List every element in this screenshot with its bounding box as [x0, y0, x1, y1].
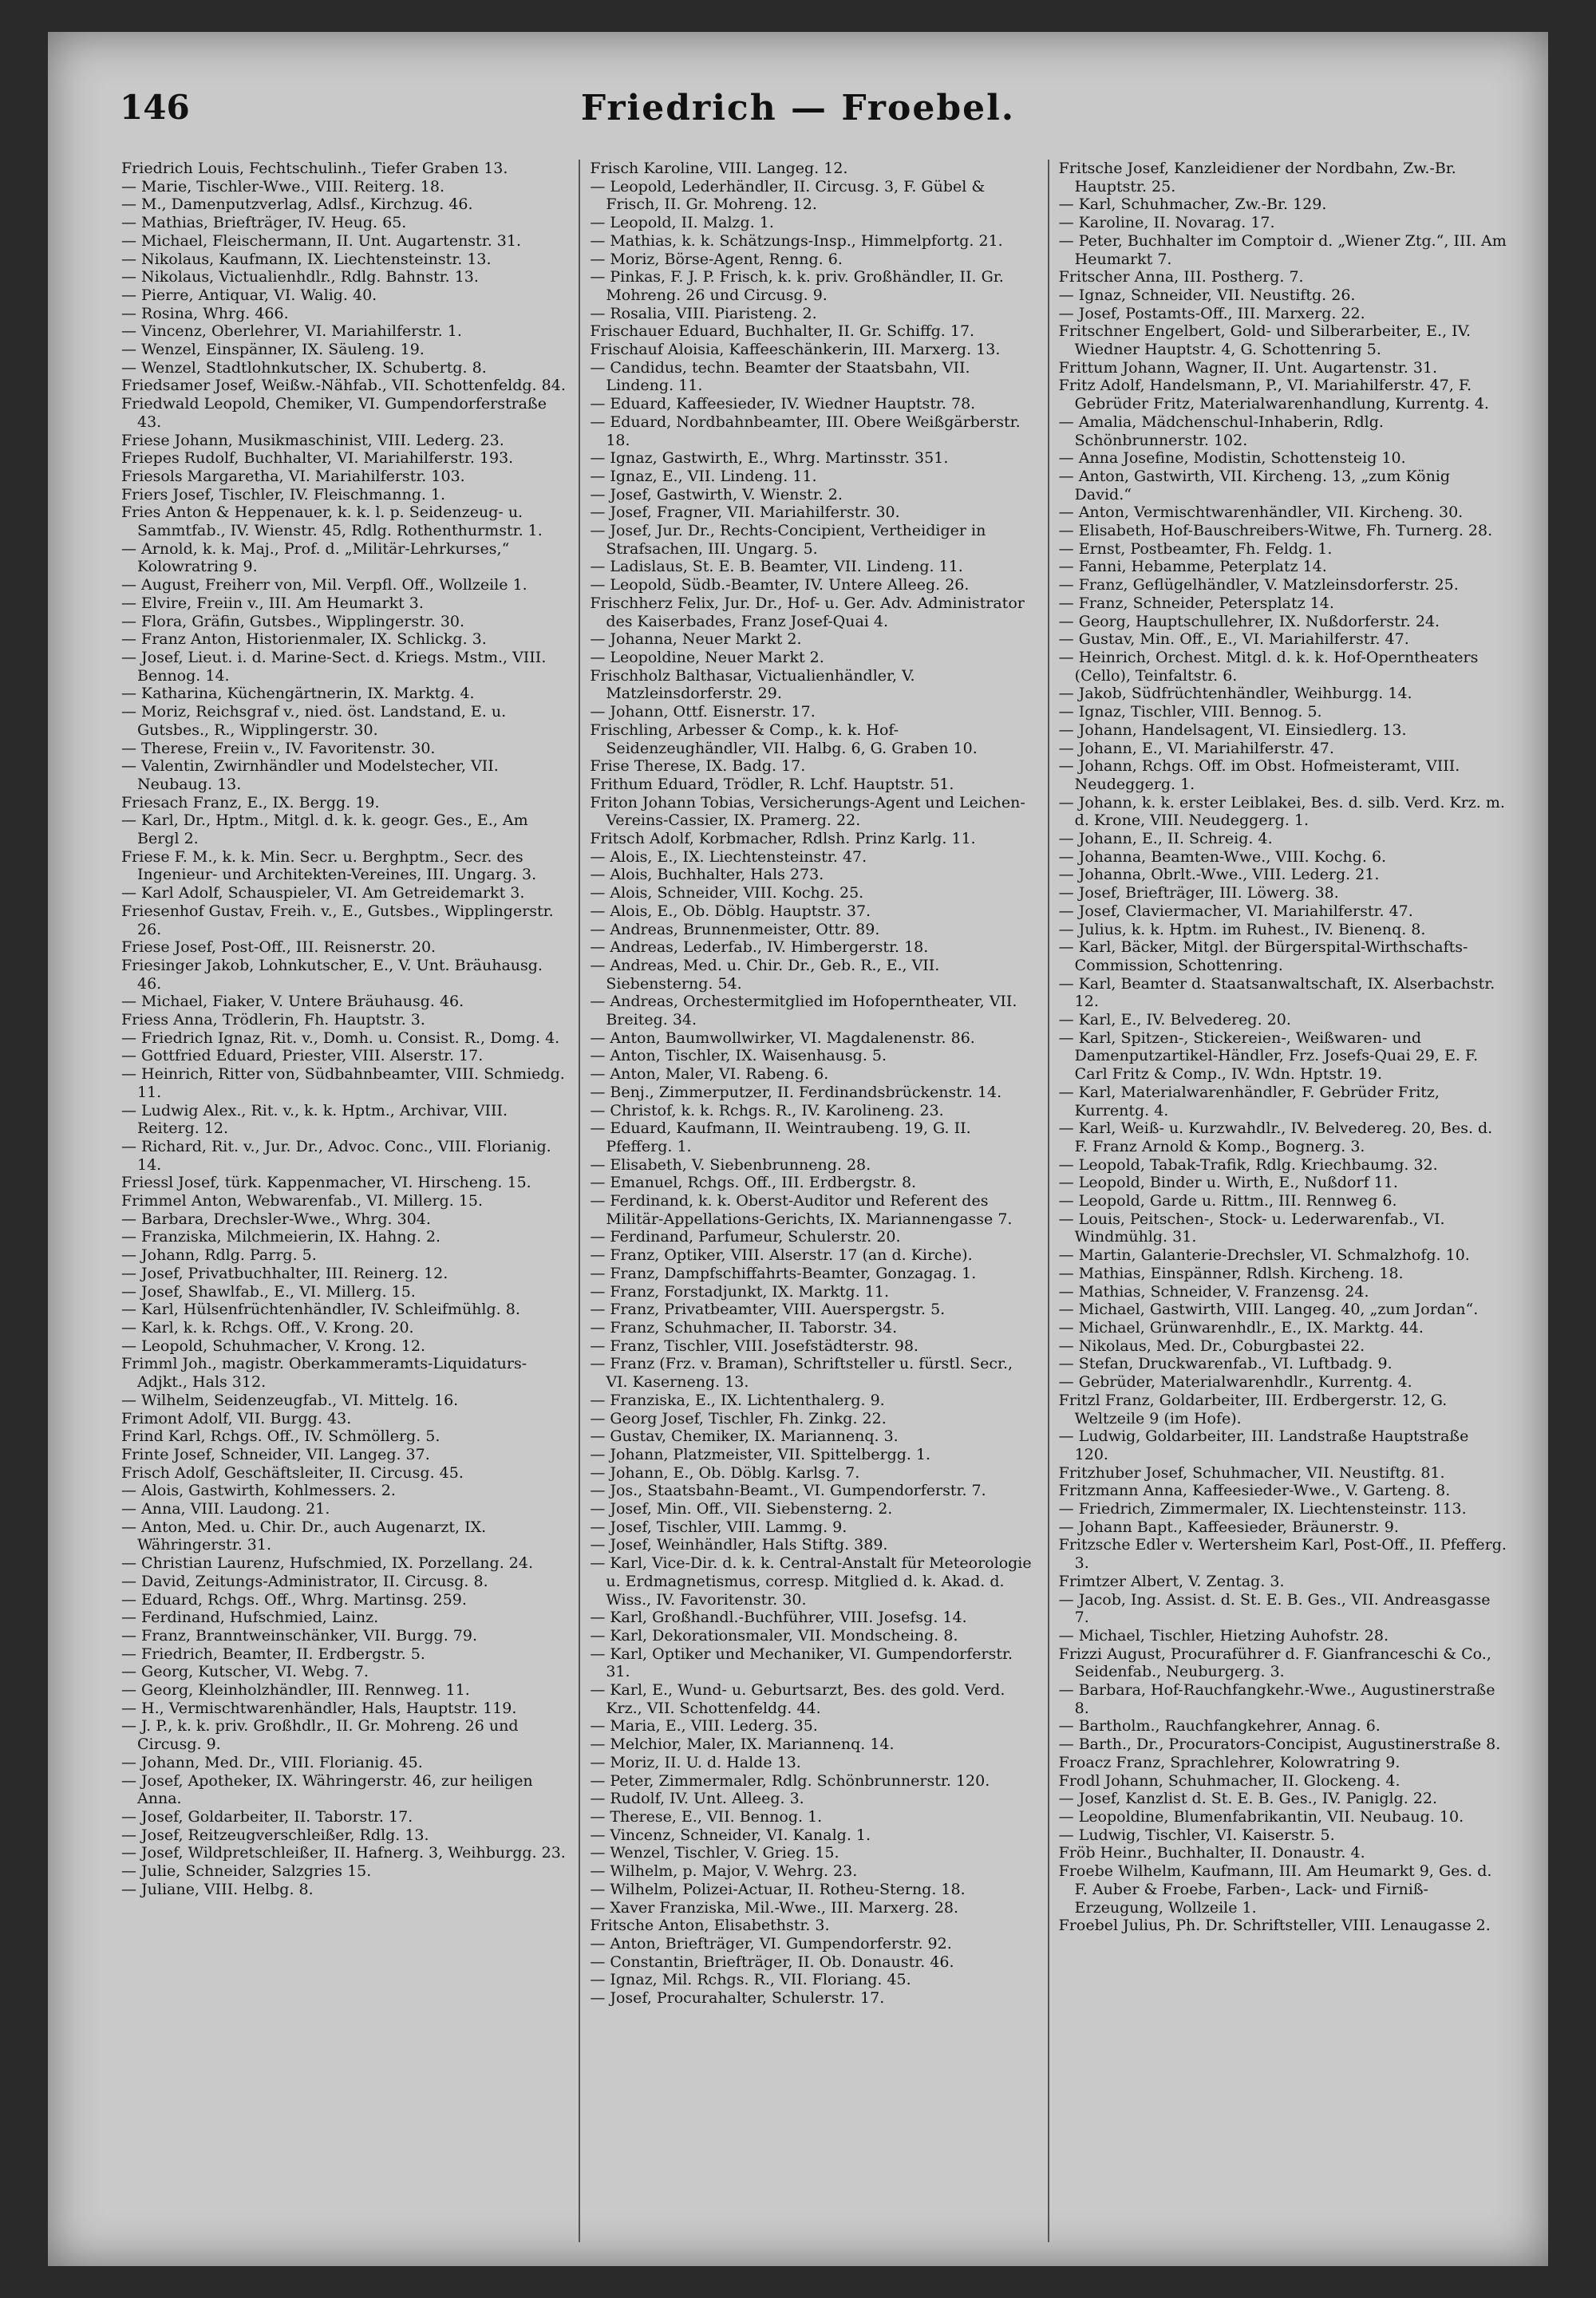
directory-entry: — Vincenz, Oberlehrer, VI. Mariahilferstr. 1. — [121, 322, 462, 341]
directory-entry: — Johann, Handelsagent, VI. Einsiedlerg. 13. — [1058, 721, 1407, 739]
directory-entry: — Josef, Weinhändler, Hals Stiftg. 389. — [590, 1536, 888, 1554]
directory-entry: — Josef, Kanzlist d. St. E. B. Ges., IV. Paniglg. 22. — [1058, 1790, 1438, 1808]
directory-entry: — Moriz, Reichsgraf v., nied. öst. Landstand, E. u. Gutsbes., R., Wipplingerstr. 30. — [121, 703, 507, 739]
directory-entry: — Juliane, VIII. Helbg. 8. — [121, 1880, 314, 1898]
directory-entry: — Leopoldine, Neuer Markt 2. — [590, 648, 824, 666]
directory-entry: — Candidus, techn. Beamter der Staatsbahn, VII. Lindeng. 11. — [590, 358, 970, 395]
directory-entry: — Wenzel, Stadtlohnkutscher, IX. Schubertg. 8. — [121, 358, 487, 377]
directory-entry: Frischling, Arbesser & Comp., k. k. Hof-Seidenzeughändler, VII. Halbg. 6, G. Graben 10. — [590, 721, 978, 757]
directory-entry: — Josef, Gastwirth, V. Wienstr. 2. — [590, 485, 843, 503]
directory-entry: — Franz, Forstadjunkt, IX. Marktg. 11. — [590, 1282, 890, 1301]
directory-entry: — Alois, Gastwirth, Kohlmessers. 2. — [121, 1482, 396, 1500]
directory-entry: — Anton, Vermischtwarenhändler, VII. Kircheng. 30. — [1058, 503, 1464, 522]
directory-entry: — Moriz, Börse-Agent, Renng. 6. — [590, 250, 843, 268]
directory-entry: Frisch Karoline, VIII. Langeg. 12. — [590, 160, 848, 177]
directory-entry: Fritsche Anton, Elisabethstr. 3. — [590, 1917, 830, 1935]
directory-entry: — Anton, Med. u. Chir. Dr., auch Augenarzt, IX. Währingerstr. 31. — [121, 1518, 487, 1554]
directory-entry: — Johann, E., VI. Mariahilferstr. 47. — [1058, 739, 1334, 757]
directory-entry: — Leopold, II. Malzg. 1. — [590, 214, 774, 232]
directory-entry: — Josef, Procurahalter, Schulerstr. 17. — [590, 1989, 885, 2008]
directory-entry: — Georg, Hauptschullehrer, IX. Nußdorferstr. 24. — [1058, 612, 1440, 630]
directory-entry: — Anna Josefine, Modistin, Schottensteig 10. — [1058, 449, 1406, 468]
directory-entry: — Pinkas, F. J. P. Frisch, k. k. priv. Großhändler, II. Gr. Mohreng. 26 und Circusg. 9. — [590, 268, 1004, 304]
directory-entry: Frizzi August, Procuraführer d. F. Gianfranceschi & Co., Seidenfab., Neuburgerg. 3. — [1058, 1645, 1491, 1681]
directory-entry: — Michael, Fiaker, V. Untere Bräuhausg. 46. — [121, 993, 464, 1011]
directory-entry: — Johann, Rchgs. Off. im Obst. Hofmeisteramt, VIII. Neudeggerg. 1. — [1058, 757, 1460, 793]
directory-entry: — Gottfried Eduard, Priester, VIII. Alserstr. 17. — [121, 1047, 484, 1065]
directory-entry: — Arnold, k. k. Maj., Prof. d. „Militär-Lehrkurses,“ Kolowratring 9. — [121, 539, 510, 576]
directory-entry: — Nikolaus, Victualienhdlr., Rdlg. Bahnstr. 13. — [121, 268, 479, 286]
directory-columns — [112, 160, 1516, 2242]
directory-entry: — Karl, E., IV. Belvedereg. 20. — [1058, 1011, 1291, 1029]
directory-entry: — Franz Anton, Historienmaler, IX. Schlickg. 3. — [121, 630, 487, 649]
directory-entry: — Stefan, Druckwarenfab., VI. Luftbadg. 9. — [1058, 1355, 1393, 1373]
directory-entry: — Bartholm., Rauchfangkehrer, Annag. 6. — [1058, 1717, 1381, 1735]
directory-entry: — Vincenz, Schneider, VI. Kanalg. 1. — [590, 1826, 871, 1844]
directory-entry: — Karl Adolf, Schauspieler, VI. Am Getreidemarkt 3. — [121, 884, 525, 902]
directory-entry: — Johann, Med. Dr., VIII. Florianig. 45. — [121, 1753, 423, 1771]
directory-entry: — Christian Laurenz, Hufschmied, IX. Porzellang. 24. — [121, 1554, 533, 1573]
directory-entry: — Katharina, Küchengärtnerin, IX. Marktg. 4. — [121, 685, 475, 703]
directory-entry: — Josef, Tischler, VIII. Lammg. 9. — [590, 1518, 847, 1536]
directory-entry: Frinte Josef, Schneider, VII. Langeg. 37. — [121, 1445, 430, 1463]
directory-entry: — Leopold, Schuhmacher, V. Krong. 12. — [121, 1337, 426, 1355]
directory-entry: — Josef, Goldarbeiter, II. Taborstr. 17. — [121, 1807, 413, 1826]
directory-entry: — Karl, k. k. Rchgs. Off., V. Krong. 20. — [121, 1319, 414, 1337]
directory-entry: — Heinrich, Orchest. Mitgl. d. k. k. Hof-Operntheaters (Cello), Teinfaltstr. 6. — [1058, 648, 1479, 685]
directory-entry: — Alois, E., IX. Liechtensteinstr. 47. — [590, 847, 867, 866]
directory-entry: — Peter, Zimmermaler, Rdlg. Schönbrunnerstr. 120. — [590, 1771, 990, 1790]
directory-entry: — Josef, Jur. Dr., Rechts-Concipient, Vertheidiger in Strafsachen, III. Ungarg. 5. — [590, 522, 986, 558]
directory-entry: Friers Josef, Tischler, IV. Fleischmanng. 1. — [121, 485, 446, 503]
directory-entry: — Pierre, Antiquar, VI. Walig. 40. — [121, 286, 377, 304]
directory-entry: — Josef, Lieut. i. d. Marine-Sect. d. Kriegs. Mstm., VIII. Bennog. 14. — [121, 648, 547, 685]
directory-entry: Friessl Josef, türk. Kappenmacher, VI. Hirscheng. 15. — [121, 1174, 531, 1192]
directory-entry: Friesach Franz, E., IX. Bergg. 19. — [121, 793, 380, 811]
directory-entry: — Leopold, Südb.-Beamter, IV. Untere Alleeg. 26. — [590, 576, 970, 594]
directory-entry: — Mathias, Schneider, V. Franzensg. 24. — [1058, 1282, 1369, 1301]
directory-entry: — Julius, k. k. Hptm. im Ruhest., IV. Bienenq. 8. — [1058, 920, 1426, 938]
directory-entry: Frimont Adolf, VII. Burgg. 43. — [121, 1409, 352, 1427]
directory-entry: Friedwald Leopold, Chemiker, VI. Gumpendorferstraße 43. — [121, 395, 547, 431]
directory-entry: — Benj., Zimmerputzer, II. Ferdinandsbrückenstr. 14. — [590, 1083, 1002, 1101]
directory-entry: — Johann, E., Ob. Döblg. Karlsg. 7. — [590, 1463, 860, 1482]
directory-entry: — M., Damenputzverlag, Adlsf., Kirchzug. 46. — [121, 195, 473, 214]
directory-entry: — Ignaz, Schneider, VII. Neustiftg. 26. — [1058, 286, 1356, 304]
directory-entry: — Johann, Ottf. Eisnerstr. 17. — [590, 703, 816, 721]
directory-entry: — Georg, Kleinholzhändler, III. Rennweg. 11. — [121, 1681, 470, 1700]
column-left — [112, 160, 580, 2242]
directory-entry: — Johann, E., II. Schreig. 4. — [1058, 830, 1273, 848]
directory-entry: Friess Anna, Trödlerin, Fh. Hauptstr. 3. — [121, 1011, 425, 1029]
directory-entry: — Franziska, E., IX. Lichtenthalerg. 9. — [590, 1391, 885, 1409]
directory-entry: — Karl, Großhandl.-Buchführer, VIII. Josefsg. 14. — [590, 1609, 967, 1627]
directory-entry: — Josef, Wildpretschleißer, II. Hafnerg. 3, Weihburgg. 23. — [121, 1844, 566, 1862]
directory-entry: Fröb Heinr., Buchhalter, II. Donaustr. 4. — [1058, 1844, 1365, 1862]
directory-entry: — Gebrüder, Materialwarenhdlr., Kurrentg. 4. — [1058, 1373, 1412, 1392]
directory-entry: Friese Johann, Musikmaschinist, VIII. Lederg. 23. — [121, 431, 504, 449]
directory-entry: — Franz, Privatbeamter, VIII. Auerspergstr. 5. — [590, 1301, 946, 1319]
directory-entry: — Wilhelm, Polizei-Actuar, II. Rotheu-Sterng. 18. — [590, 1880, 966, 1898]
directory-entry: — Andreas, Lederfab., IV. Himbergerstr. 18. — [590, 938, 929, 957]
directory-entry: Froebel Julius, Ph. Dr. Schriftsteller, VIII. Lenaugasse 2. — [1058, 1917, 1491, 1935]
directory-entry: — Ignaz, Mil. Rchgs. R., VII. Floriang. 45. — [590, 1971, 911, 1989]
directory-entry: — Ladislaus, St. E. B. Beamter, VII. Lindeng. 11. — [590, 558, 963, 576]
directory-entry: Frind Karl, Rchgs. Off., IV. Schmöllerg. 5. — [121, 1427, 440, 1446]
directory-entry: — Nikolaus, Kaufmann, IX. Liechtensteinstr. 13. — [121, 250, 492, 268]
directory-entry: Friedsamer Josef, Weißw.-Nähfab., VII. Schottenfeldg. 84. — [121, 377, 566, 395]
directory-entry: — Gustav, Chemiker, IX. Mariannenq. 3. — [590, 1427, 899, 1446]
directory-entry: — Karl, Materialwarenhändler, F. Gebrüder Fritz, Kurrentg. 4. — [1058, 1083, 1440, 1119]
directory-entry: Fritz Adolf, Handelsmann, P., VI. Mariahilferstr. 47, F. Gebrüder Fritz, Materialwarenhandlung, Kurrentg. 4. — [1058, 377, 1489, 413]
directory-entry: Frimmel Anton, Webwarenfab., VI. Millerg. 15. — [121, 1192, 484, 1210]
directory-entry: — Josef, Shawlfab., E., VI. Millerg. 15. — [121, 1282, 416, 1301]
directory-entry: — Ferdinand, k. k. Oberst-Auditor und Referent des Militär-Appellations-Gerichts, IX. Mariannengasse 7. — [590, 1192, 1013, 1228]
directory-entry: — Wilhelm, p. Major, V. Wehrg. 23. — [590, 1862, 858, 1881]
directory-entry: Frise Therese, IX. Badg. 17. — [590, 757, 806, 776]
directory-entry: — Karl, Spitzen-, Stickereien-, Weißwaren- und Damenputzartikel-Händler, Frz. Josefs-Quai 29, E. F. Carl Fritz & Comp., IV. Wdn. Hptstr. 19. — [1058, 1029, 1479, 1084]
directory-entry: — Wenzel, Einspänner, IX. Säuleng. 19. — [121, 341, 425, 359]
directory-entry: — Franziska, Milchmeierin, IX. Hahng. 2. — [121, 1228, 441, 1246]
directory-entry: — Franz, Schuhmacher, II. Taborstr. 34. — [590, 1319, 898, 1337]
directory-entry: Fritsch Adolf, Korbmacher, Rdlsh. Prinz Karlg. 11. — [590, 830, 976, 848]
directory-entry: — Josef, Claviermacher, VI. Mariahilferstr. 47. — [1058, 902, 1413, 920]
directory-entry: — Karl, Hülsenfrüchtenhändler, IV. Schleifmühlg. 8. — [121, 1301, 520, 1319]
directory-entry: — Jos., Staatsbahn-Beamt., VI. Gumpendorferstr. 7. — [590, 1482, 986, 1500]
directory-entry: — Eduard, Rchgs. Off., Whrg. Martinsg. 259. — [121, 1590, 467, 1609]
directory-entry: — Friedrich Ignaz, Rit. v., Domh. u. Consist. R., Domg. 4. — [121, 1029, 560, 1047]
directory-entry: Frimtzer Albert, V. Zentag. 3. — [1058, 1572, 1285, 1590]
directory-entry: Fritzmann Anna, Kaffeesieder-Wwe., V. Garteng. 8. — [1058, 1482, 1451, 1500]
directory-entry: — Ludwig, Goldarbeiter, III. Landstraße Hauptstraße 120. — [1058, 1427, 1469, 1463]
directory-entry: Frisch Adolf, Geschäftsleiter, II. Circusg. 45. — [121, 1463, 464, 1482]
running-title: Friedrich — Froebel. — [580, 88, 1016, 128]
directory-entry: — Anton, Baumwollwirker, VI. Magdalenenstr. 86. — [590, 1029, 975, 1047]
directory-entry: Frithum Eduard, Trödler, R. Lchf. Hauptstr. 51. — [590, 775, 954, 793]
directory-entry: — Therese, Freiin v., IV. Favoritenstr. 30. — [121, 739, 436, 757]
directory-entry: — Eduard, Kaffeesieder, IV. Wiedner Hauptstr. 78. — [590, 395, 976, 413]
directory-entry: — August, Freiherr von, Mil. Verpfl. Off., Wollzeile 1. — [121, 576, 527, 594]
directory-entry: — David, Zeitungs-Administrator, II. Circusg. 8. — [121, 1572, 488, 1590]
directory-entry: — Josef, Reitzeugverschleißer, Rdlg. 13. — [121, 1826, 429, 1844]
directory-entry: — Melchior, Maler, IX. Mariannenq. 14. — [590, 1735, 895, 1754]
directory-entry: — Franz, Branntweinschänker, VII. Burgg. 79. — [121, 1626, 477, 1645]
directory-entry: — Josef, Privatbuchhalter, III. Reinerg. 12. — [121, 1264, 448, 1282]
directory-entry: — Leopold, Garde u. Rittm., III. Rennweg 6. — [1058, 1192, 1397, 1210]
page-header — [120, 80, 1476, 152]
directory-entry: Frischholz Balthasar, Victualienhändler, V. Matzleinsdorferstr. 29. — [590, 666, 915, 703]
directory-entry: — Alois, Schneider, VIII. Kochg. 25. — [590, 884, 864, 902]
directory-entry: — Josef, Postamts-Off., III. Marxerg. 22. — [1058, 304, 1365, 322]
directory-entry: — Valentin, Zwirnhändler und Modelstecher, VII. Neubaug. 13. — [121, 757, 499, 793]
directory-entry: Frimml Joh., magistr. Oberkammeramts-Liquidaturs-Adjkt., Hals 312. — [121, 1355, 527, 1392]
directory-entry: Fritzsche Edler v. Wertersheim Karl, Post-Off., II. Pfefferg. 3. — [1058, 1536, 1507, 1573]
directory-entry: — Heinrich, Ritter von, Südbahnbeamter, VIII. Schmiedg. 11. — [121, 1065, 565, 1101]
directory-entry: — Martin, Galanterie-Drechsler, VI. Schmalzhofg. 10. — [1058, 1246, 1470, 1265]
directory-entry: — Peter, Buchhalter im Comptoir d. „Wiener Ztg.“, III. Am Heumarkt 7. — [1058, 231, 1507, 268]
directory-entry: — Eduard, Nordbahnbeamter, III. Obere Weißgärberstr. 18. — [590, 413, 1021, 449]
directory-entry: — Barbara, Hof-Rauchfangkehr.-Wwe., Augustinerstraße 8. — [1058, 1681, 1495, 1717]
directory-entry: — Anton, Maler, VI. Rabeng. 6. — [590, 1065, 829, 1084]
directory-entry: — Elvire, Freiin v., III. Am Heumarkt 3. — [121, 594, 424, 612]
directory-entry: Frischauer Eduard, Buchhalter, II. Gr. Schiffg. 17. — [590, 322, 975, 341]
directory-entry: — Franz, Optiker, VIII. Alserstr. 17 (an d. Kirche). — [590, 1246, 973, 1265]
directory-entry: — Barth., Dr., Procurators-Concipist, Augustinerstraße 8. — [1058, 1735, 1501, 1754]
directory-entry: — Karl, Schuhmacher, Zw.-Br. 129. — [1058, 195, 1327, 214]
directory-entry: — Christof, k. k. Rchgs. R., IV. Karolineng. 23. — [590, 1101, 944, 1119]
directory-entry: — Elisabeth, Hof-Bauschreibers-Witwe, Fh. Turnerg. 28. — [1058, 522, 1493, 540]
directory-entry: — Johanna, Neuer Markt 2. — [590, 630, 802, 649]
directory-entry: — J. P., k. k. priv. Großhdlr., II. Gr. Mohreng. 26 und Circusg. 9. — [121, 1717, 519, 1754]
directory-entry: — Andreas, Med. u. Chir. Dr., Geb. R., E., VII. Siebensterng. 54. — [590, 956, 940, 993]
directory-entry: — Johann Bapt., Kaffeesieder, Bräunerstr. 9. — [1058, 1518, 1399, 1536]
page-number: 146 — [120, 88, 190, 127]
directory-entry: — Georg, Kutscher, VI. Webg. 7. — [121, 1663, 369, 1681]
directory-entry: — Ignaz, E., VII. Lindeng. 11. — [590, 467, 817, 485]
directory-entry: — Karl, Dr., Hptm., Mitgl. d. k. k. geogr. Ges., E., Am Bergl 2. — [121, 811, 528, 848]
directory-entry: — Franz, Schneider, Petersplatz 14. — [1058, 594, 1334, 612]
directory-page — [48, 32, 1548, 2266]
directory-entry: — Barbara, Drechsler-Wwe., Whrg. 304. — [121, 1210, 431, 1228]
column-middle — [580, 160, 1049, 2242]
directory-entry: — Karl, Dekorationsmaler, VII. Mondscheing. 8. — [590, 1626, 958, 1645]
directory-entry: Frischherz Felix, Jur. Dr., Hof- u. Ger. Adv. Administrator des Kaiserbades, Franz Josef-Quai 4. — [590, 594, 1025, 630]
directory-entry: — Ludwig, Tischler, VI. Kaiserstr. 5. — [1058, 1826, 1335, 1844]
directory-entry: — Anna, VIII. Laudong. 21. — [121, 1500, 330, 1518]
directory-entry: Froacz Franz, Sprachlehrer, Kolowratring 9. — [1058, 1753, 1400, 1771]
directory-entry: — Karoline, II. Novarag. 17. — [1058, 214, 1275, 232]
directory-entry: — Franz, Tischler, VIII. Josefstädterstr. 98. — [590, 1337, 918, 1355]
directory-entry: — Louis, Peitschen-, Stock- u. Lederwarenfab., VI. Windmühlg. 31. — [1058, 1210, 1445, 1246]
directory-entry: — Georg Josef, Tischler, Fh. Zinkg. 22. — [590, 1409, 887, 1427]
directory-entry: — Josef, Apotheker, IX. Währingerstr. 46, zur heiligen Anna. — [121, 1771, 533, 1808]
directory-entry: — Jacob, Ing. Assist. d. St. E. B. Ges., VII. Andreasgasse 7. — [1058, 1590, 1491, 1627]
directory-entry: — Leopold, Lederhändler, II. Circusg. 3, F. Gübel & Frisch, II. Gr. Mohreng. 12. — [590, 177, 986, 214]
directory-entry: — H., Vermischtwarenhändler, Hals, Hauptstr. 119. — [121, 1699, 517, 1717]
directory-entry: — Karl, Optiker und Mechaniker, VI. Gumpendorferstr. 31. — [590, 1645, 1013, 1681]
directory-entry: Friese Josef, Post-Off., III. Reisnerstr. 20. — [121, 938, 437, 957]
directory-entry: — Michael, Tischler, Hietzing Auhofstr. 28. — [1058, 1626, 1389, 1645]
directory-entry: — Rudolf, IV. Unt. Alleeg. 3. — [590, 1790, 804, 1808]
directory-entry: — Maria, E., VIII. Lederg. 35. — [590, 1717, 818, 1735]
directory-entry: — Anton, Tischler, IX. Waisenhausg. 5. — [590, 1047, 887, 1065]
directory-entry: — Ferdinand, Parfumeur, Schulerstr. 20. — [590, 1228, 901, 1246]
directory-entry: — Wilhelm, Seidenzeugfab., VI. Mittelg. 16. — [121, 1391, 459, 1409]
directory-entry: — Karl, Vice-Dir. d. k. k. Central-Anstalt für Meteorologie u. Erdmagnetismus, corresp. Mitglied d. k. Akad. d. Wiss., IV. Favoritenstr. 30. — [590, 1554, 1032, 1609]
directory-entry: Friepes Rudolf, Buchhalter, VI. Mariahilferstr. 193. — [121, 449, 514, 468]
directory-entry: — Johanna, Beamten-Wwe., VIII. Kochg. 6. — [1058, 847, 1387, 866]
directory-entry: Fritscher Anna, III. Postherg. 7. — [1058, 268, 1304, 286]
directory-entry: — Ignaz, Tischler, VIII. Bennog. 5. — [1058, 703, 1322, 721]
directory-entry: — Xaver Franziska, Mil.-Wwe., III. Marxerg. 28. — [590, 1898, 959, 1917]
directory-entry: — Andreas, Brunnenmeister, Ottr. 89. — [590, 920, 880, 938]
directory-entry: — Leopoldine, Blumenfabrikantin, VII. Neubaug. 10. — [1058, 1807, 1464, 1826]
directory-entry: — Emanuel, Rchgs. Off., III. Erdbergstr. 8. — [590, 1174, 917, 1192]
directory-entry: — Rosalia, VIII. Piaristeng. 2. — [590, 304, 817, 322]
directory-entry: — Johanna, Obrlt.-Wwe., VIII. Lederg. 21. — [1058, 866, 1380, 884]
directory-entry: — Karl, E., Wund- u. Geburtsarzt, Bes. des gold. Verd. Krz., VII. Schottenfeldg. 44. — [590, 1681, 1005, 1717]
directory-entry: — Alois, E., Ob. Döblg. Hauptstr. 37. — [590, 902, 871, 920]
directory-entry: — Eduard, Kaufmann, II. Weintraubeng. 19, G. II. Pfefferg. 1. — [590, 1119, 971, 1155]
directory-entry: — Michael, Fleischermann, II. Unt. Augartenstr. 31. — [121, 231, 521, 250]
directory-entry: — Constantin, Briefträger, II. Ob. Donaustr. 46. — [590, 1953, 954, 1971]
directory-entry: Fries Anton & Heppenauer, k. k. l. p. Seidenzeug- u. Sammtfab., IV. Wienstr. 45, Rdlg. Rothenthurmstr. 1. — [121, 503, 543, 540]
directory-entry: — Mathias, k. k. Schätzungs-Insp., Himmelpfortg. 21. — [590, 231, 1003, 250]
directory-entry: — Karl, Weiß- u. Kurzwahdlr., IV. Belvedereg. 20, Bes. d. F. Franz Arnold & Komp., Bognerg. 3. — [1058, 1119, 1493, 1155]
directory-entry: Froebe Wilhelm, Kaufmann, III. Am Heumarkt 9, Ges. d. F. Auber & Froebe, Farben-, Lack- und Firniß-Erzeugung, Wollzeile 1. — [1058, 1862, 1492, 1917]
directory-entry: Friese F. M., k. k. Min. Secr. u. Berghptm., Secr. des Ingenieur- und Architekten-Vereines, III. Ungarg. 3. — [121, 847, 537, 884]
directory-entry: — Richard, Rit. v., Jur. Dr., Advoc. Conc., VIII. Florianig. 14. — [121, 1137, 551, 1174]
directory-entry: Friesols Margaretha, VI. Mariahilferstr. 103. — [121, 467, 465, 485]
directory-entry: — Johann, k. k. erster Leiblakei, Bes. d. silb. Verd. Krz. m. d. Krone, VIII. Neudeggerg. 1. — [1058, 793, 1505, 830]
directory-entry: — Alois, Buchhalter, Hals 273. — [590, 866, 824, 884]
directory-entry: Friesenhof Gustav, Freih. v., E., Gutsbes., Wipplingerstr. 26. — [121, 902, 554, 938]
directory-entry: — Michael, Grünwarenhdlr., E., IX. Marktg. 44. — [1058, 1319, 1424, 1337]
directory-entry: — Franz (Frz. v. Braman), Schriftsteller u. fürstl. Secr., VI. Kaserneng. 13. — [590, 1355, 1013, 1392]
directory-entry: — Josef, Briefträger, III. Löwerg. 38. — [1058, 884, 1339, 902]
directory-entry: — Karl, Bäcker, Mitgl. der Bürgerspital-Wirthschafts-Commission, Schottenring. — [1058, 938, 1468, 974]
directory-entry: — Rosina, Whrg. 466. — [121, 304, 289, 322]
directory-entry: — Mathias, Einspänner, Rdlsh. Kircheng. 18. — [1058, 1264, 1404, 1282]
directory-entry: — Ignaz, Gastwirth, E., Whrg. Martinsstr. 351. — [590, 449, 949, 468]
directory-entry: — Amalia, Mädchenschul-Inhaberin, Rdlg. Schönbrunnerstr. 102. — [1058, 413, 1384, 449]
directory-entry: — Julie, Schneider, Salzgries 15. — [121, 1862, 372, 1881]
directory-entry: — Ludwig Alex., Rit. v., k. k. Hptm., Archivar, VIII. Reiterg. 12. — [121, 1101, 508, 1138]
directory-entry: — Michael, Gastwirth, VIII. Langeg. 40, „zum Jordan“. — [1058, 1301, 1479, 1319]
directory-entry: — Johann, Platzmeister, VII. Spittelbergg. 1. — [590, 1445, 931, 1463]
directory-entry: — Elisabeth, V. Siebenbrunneng. 28. — [590, 1155, 871, 1174]
directory-entry: — Fanni, Hebamme, Peterplatz 14. — [1058, 558, 1327, 576]
directory-entry: — Anton, Gastwirth, VII. Kircheng. 13, „zum König David.“ — [1058, 467, 1451, 503]
directory-entry: — Therese, E., VII. Bennog. 1. — [590, 1807, 823, 1826]
directory-entry: Friton Johann Tobias, Versicherungs-Agent und Leichen-Vereins-Cassier, IX. Pramerg. 22. — [590, 793, 1025, 830]
directory-entry: — Franz, Geflügelhändler, V. Matzleinsdorferstr. 25. — [1058, 576, 1459, 594]
directory-entry: — Gustav, Min. Off., E., VI. Mariahilferstr. 47. — [1058, 630, 1409, 649]
directory-entry: Fritzhuber Josef, Schuhmacher, VII. Neustiftg. 81. — [1058, 1463, 1445, 1482]
directory-entry: — Friedrich, Zimmermaler, IX. Liechtensteinstr. 113. — [1058, 1500, 1467, 1518]
directory-entry: — Ernst, Postbeamter, Fh. Feldg. 1. — [1058, 539, 1333, 558]
directory-entry: Fritzl Franz, Goldarbeiter, III. Erdbergerstr. 12, G. Weltzeile 9 (im Hofe). — [1058, 1391, 1448, 1427]
directory-entry: — Flora, Gräfin, Gutsbes., Wipplingerstr. 30. — [121, 612, 465, 630]
directory-entry: — Karl, Beamter d. Staatsanwaltschaft, IX. Alserbachstr. 12. — [1058, 974, 1495, 1011]
directory-entry: Frittum Johann, Wagner, II. Unt. Augartenstr. 31. — [1058, 358, 1438, 377]
directory-entry: — Andreas, Orchestermitglied im Hofoperntheater, VII. Breiteg. 34. — [590, 993, 1017, 1029]
directory-entry: Friedrich Louis, Fechtschulinh., Tiefer Graben 13. — [121, 160, 508, 177]
directory-entry: — Leopold, Binder u. Wirth, E., Nußdorf 11. — [1058, 1174, 1398, 1192]
directory-entry: Fritsche Josef, Kanzleidiener der Nordbahn, Zw.-Br. Hauptstr. 25. — [1058, 160, 1456, 195]
directory-entry: Frodl Johann, Schuhmacher, II. Glockeng. 4. — [1058, 1771, 1400, 1790]
directory-entry: Friesinger Jakob, Lohnkutscher, E., V. Unt. Bräuhausg. 46. — [121, 956, 543, 993]
directory-entry: — Johann, Rdlg. Parrg. 5. — [121, 1246, 317, 1265]
directory-entry: — Jakob, Südfrüchtenhändler, Weihburgg. 14. — [1058, 685, 1412, 703]
directory-entry: — Wenzel, Tischler, V. Grieg. 15. — [590, 1844, 839, 1862]
directory-entry: — Marie, Tischler-Wwe., VIII. Reiterg. 18. — [121, 177, 444, 195]
directory-entry: — Nikolaus, Med. Dr., Coburgbastei 22. — [1058, 1337, 1365, 1355]
directory-entry: — Friedrich, Beamter, II. Erdbergstr. 5. — [121, 1645, 425, 1663]
directory-entry: — Josef, Min. Off., VII. Siebensterng. 2. — [590, 1500, 893, 1518]
directory-entry: — Franz, Dampfschiffahrts-Beamter, Gonzagag. 1. — [590, 1264, 977, 1282]
directory-entry: — Mathias, Briefträger, IV. Heug. 65. — [121, 214, 407, 232]
column-right — [1049, 160, 1516, 2242]
directory-entry: Frischauf Aloisia, Kaffeeschänkerin, III. Marxerg. 13. — [590, 341, 1001, 359]
directory-entry: Fritschner Engelbert, Gold- und Silberarbeiter, E., IV. Wiedner Hauptstr. 4, G. Schottenring 5. — [1058, 322, 1472, 359]
directory-entry: — Josef, Fragner, VII. Mariahilferstr. 30. — [590, 503, 900, 522]
directory-entry: — Leopold, Tabak-Trafik, Rdlg. Kriechbaumg. 32. — [1058, 1155, 1438, 1174]
directory-entry: — Ferdinand, Hufschmied, Lainz. — [121, 1609, 379, 1627]
directory-entry: — Anton, Briefträger, VI. Gumpendorferstr. 92. — [590, 1934, 952, 1953]
directory-entry: — Moriz, II. U. d. Halde 13. — [590, 1753, 801, 1771]
